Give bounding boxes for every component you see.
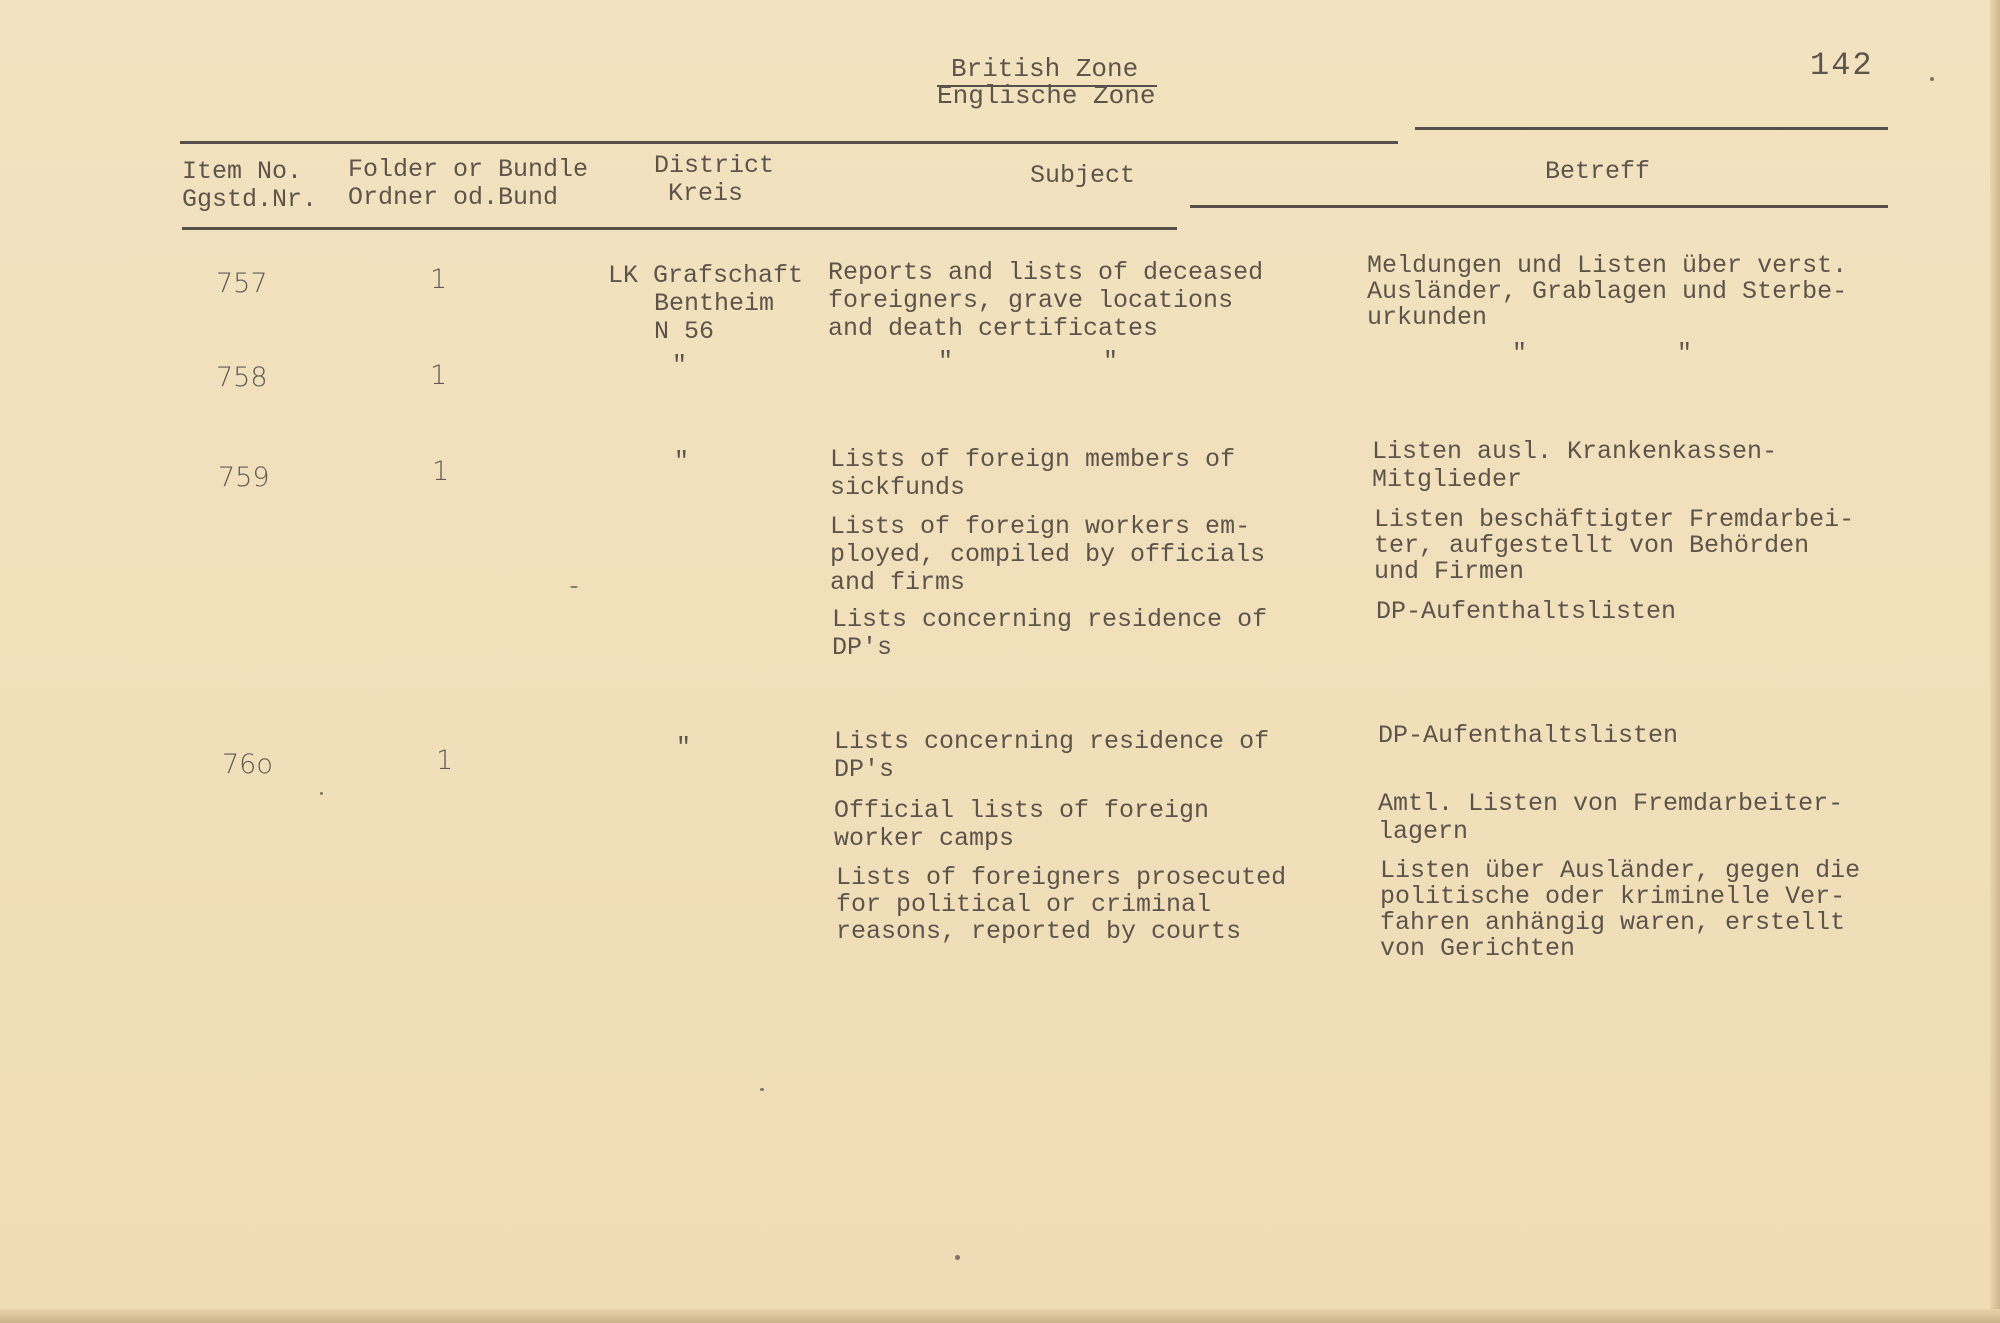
col-folder-de: Ordner od.Bund: [348, 183, 559, 212]
table-row-betreff-line: Amtl. Listen von Fremdarbeiter-: [1378, 789, 1844, 818]
table-row-district-ditto: ": [674, 447, 690, 476]
paper-speck: [955, 1255, 960, 1260]
table-row-betreff-line: Listen beschäftigter Fremdarbei-: [1374, 505, 1855, 534]
table-row-subject-line: sickfunds: [830, 473, 966, 502]
table-row-subject-line: Reports and lists of deceased: [828, 258, 1264, 287]
table-row-subject-line: foreigners, grave locations: [828, 286, 1234, 315]
table-row-district-ditto: ": [672, 351, 688, 380]
table-row-betreff-line: fahren anhängig waren, erstellt: [1380, 908, 1846, 937]
table-row-betreff-line: DP-Aufenthaltslisten: [1376, 597, 1677, 626]
header-bottom-rule-right: [1190, 205, 1888, 208]
page-number: 142: [1810, 47, 1874, 84]
table-row-item-number: 76o: [222, 749, 273, 780]
table-row-subject-line: and firms: [830, 568, 966, 597]
col-district-en: District: [654, 151, 775, 180]
table-row-folder-count: 1: [430, 360, 448, 391]
paper-speck: [570, 586, 578, 588]
table-row-subject-line: for political or criminal: [836, 890, 1212, 919]
paper-speck: [760, 1088, 764, 1091]
table-row-folder-count: 1: [430, 264, 448, 295]
table-row-subject-line: Lists concerning residence of: [834, 727, 1270, 756]
zone-title-de: Englische Zone: [937, 81, 1156, 111]
col-betreff: Betreff: [1545, 157, 1651, 186]
page-edge-bottom: [0, 1309, 2000, 1323]
header-top-rule-right: [1415, 127, 1888, 130]
table-row-betreff-line: politische oder kriminelle Ver-: [1380, 882, 1846, 911]
col-folder-en: Folder or Bundle: [348, 155, 589, 184]
table-row-betreff-line: von Gerichten: [1380, 934, 1576, 963]
table-row-folder-count: 1: [432, 456, 450, 487]
table-row-betreff-line: urkunden: [1367, 303, 1488, 332]
paper-speck: [1930, 77, 1934, 81]
table-row-item-number: 759: [218, 462, 270, 493]
page-edge-right: [1990, 0, 2000, 1323]
table-row-betreff-line: Listen ausl. Krankenkassen-: [1372, 437, 1778, 466]
paper-speck: [320, 792, 323, 795]
table-row-betreff-line: DP-Aufenthaltslisten: [1378, 721, 1679, 750]
table-row-subject-ditto: " ": [938, 347, 1119, 376]
table-row-subject-line: and death certificates: [828, 314, 1159, 343]
col-item-de: Ggstd.Nr.: [182, 185, 318, 214]
col-subject: Subject: [1030, 161, 1136, 190]
table-row-betreff-line: und Firmen: [1374, 557, 1525, 586]
zone-title-en: British Zone: [951, 54, 1139, 84]
table-row-subject-line: Lists concerning residence of: [832, 605, 1268, 634]
col-district-de: Kreis: [668, 179, 744, 208]
table-row-betreff-line: Listen über Ausländer, gegen die: [1380, 856, 1861, 885]
table-row-betreff-ditto: " ": [1512, 339, 1693, 368]
table-row-subject-line: worker camps: [834, 824, 1015, 853]
table-row-subject-line: ployed, compiled by officials: [830, 540, 1266, 569]
table-row-subject-line: DP's: [832, 633, 893, 662]
table-row-district-line: Bentheim: [654, 289, 775, 318]
col-item-en: Item No.: [182, 157, 303, 186]
table-row-betreff-line: lagern: [1378, 817, 1469, 846]
table-row-betreff-line: Meldungen und Listen über verst.: [1367, 251, 1848, 280]
table-row-item-number: 758: [216, 362, 268, 393]
table-row-betreff-line: Ausländer, Grablagen und Sterbe-: [1367, 277, 1848, 306]
table-row-betreff-line: ter, aufgestellt von Behörden: [1374, 531, 1810, 560]
header-bottom-rule: [182, 227, 1177, 230]
table-row-betreff-line: Mitglieder: [1372, 465, 1523, 494]
table-row-subject-line: Lists of foreigners prosecuted: [836, 863, 1287, 892]
table-row-subject-line: Lists of foreign workers em-: [830, 512, 1251, 541]
table-row-district-line: N 56: [654, 317, 715, 346]
table-row-subject-line: reasons, reported by courts: [836, 917, 1242, 946]
table-row-subject-line: Official lists of foreign: [834, 796, 1210, 825]
table-row-subject-line: DP's: [834, 755, 895, 784]
table-row-folder-count: 1: [436, 745, 454, 776]
table-row-district-line: LK Grafschaft: [608, 261, 804, 290]
table-row-subject-line: Lists of foreign members of: [830, 445, 1236, 474]
header-top-rule: [180, 141, 1398, 144]
table-row-district-ditto: ": [676, 733, 692, 762]
table-row-item-number: 757: [216, 268, 268, 299]
